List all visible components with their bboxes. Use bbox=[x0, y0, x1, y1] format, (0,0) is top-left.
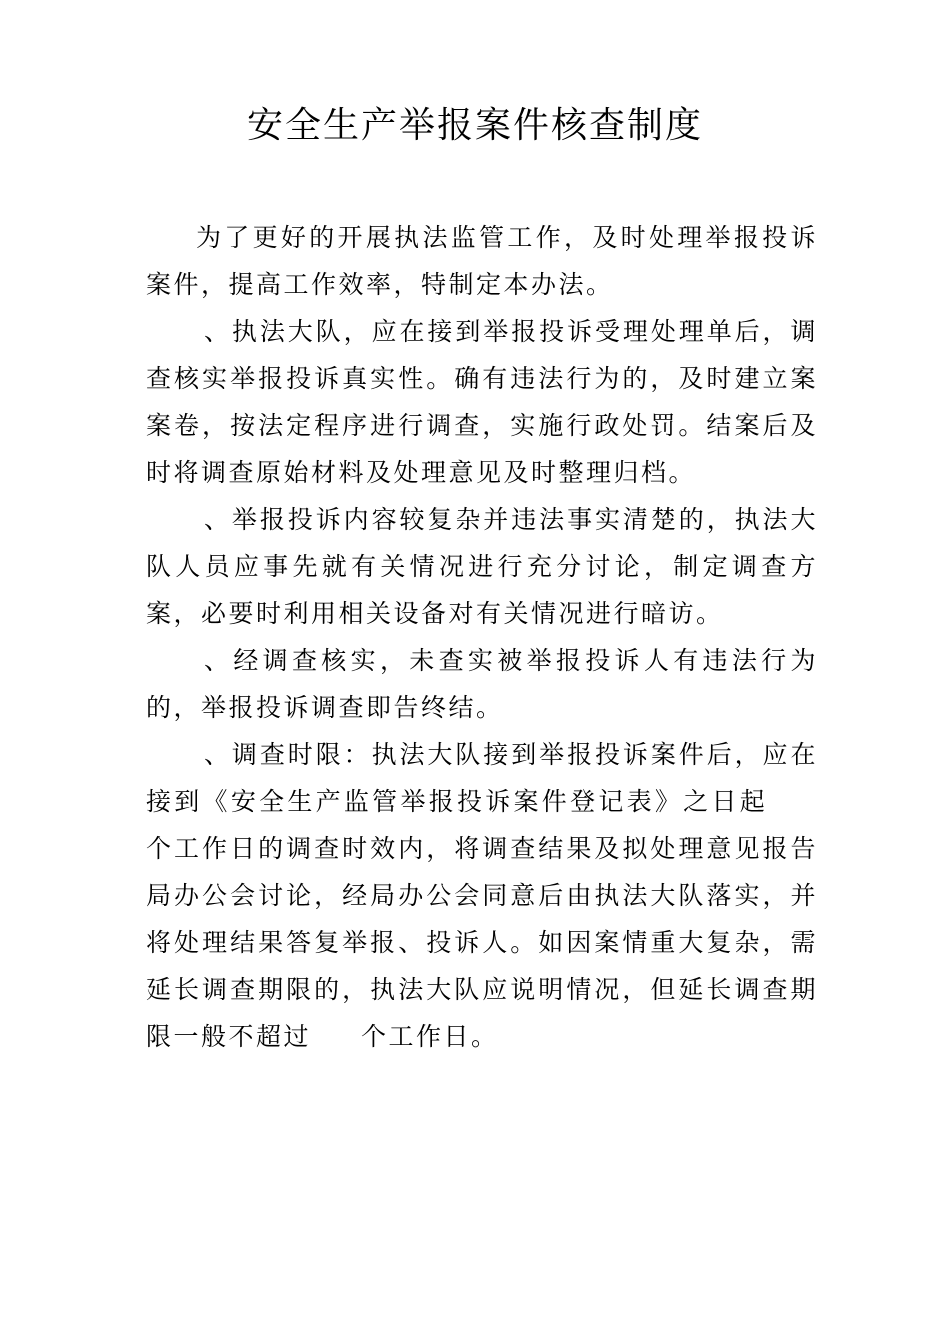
clause-paragraph-termination: 、经调查核实，未查实被举报投诉人有违法行为的，举报投诉调查即告终结。 bbox=[146, 646, 818, 722]
time-limit-text-part3: 个工作日。 bbox=[361, 1022, 499, 1051]
clause-paragraph-investigation: 、执法大队，应在接到举报投诉受理处理单后，调查核实举报投诉真实性。确有违法行为的，及时建立案案卷，按法定程序进行调查，实施行政处罚。结案后及时将调查原始材料及处理意见及时整理归档。 bbox=[146, 317, 818, 487]
document-title: 安全生产举报案件核查制度 bbox=[246, 105, 703, 146]
time-limit-text-part2: 个工作日的调查时效内，将调查结果及拟处理意见报告局办公会讨论，经局办公会同意后由执法大队落实，并将处理结果答复举报、投诉人。如因案情重大复杂，需延长调查期限的，执法大队应说明情况，但延长调查期限一般不超过 bbox=[146, 834, 818, 1051]
intro-paragraph: 为了更好的开展执法监管工作，及时处理举报投诉案件，提高工作效率，特制定本办法。 bbox=[146, 223, 818, 299]
clause-paragraph-complex-cases: 、举报投诉内容较复杂并违法事实清楚的，执法大队人员应事先就有关情况进行充分讨论，制定调查方案，必要时利用相关设备对有关情况进行暗访。 bbox=[146, 505, 818, 628]
time-limit-text-part1: 、调查时限：执法大队接到举报投诉案件后，应在接到《安全生产监管举报投诉案件登记表》之日起 bbox=[146, 740, 818, 816]
clause-paragraph-time-limit bbox=[146, 731, 818, 1060]
document-body bbox=[146, 214, 818, 1060]
